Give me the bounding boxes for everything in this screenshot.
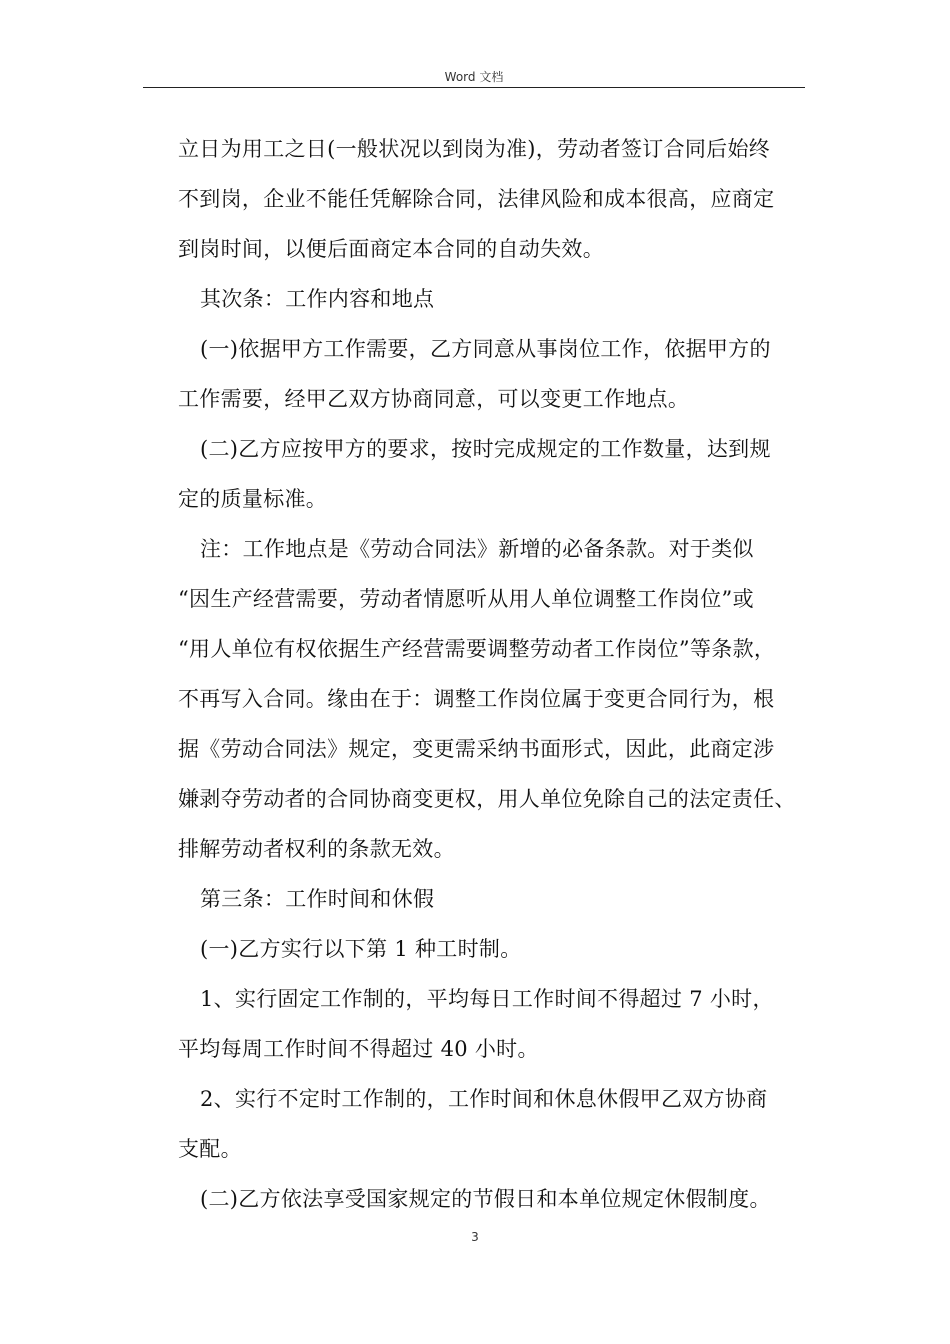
note-line: 不再写入合同。缘由在于：调整工作岗位属于变更合同行为，根 <box>178 687 775 711</box>
header-divider <box>143 87 805 88</box>
body-line: 2、实行不定时工作制的，工作时间和休息休假甲乙双方协商 <box>200 1087 768 1111</box>
body-line: 平均每周工作时间不得超过 40 小时。 <box>178 1037 539 1061</box>
note-line: 嫌剥夺劳动者的合同协商变更权，用人单位免除自己的法定责任、 <box>178 787 796 811</box>
body-line: 定的质量标准。 <box>178 487 328 511</box>
body-line: (一)依据甲方工作需要，乙方同意从事岗位工作，依据甲方的 <box>200 337 771 361</box>
body-line: 1、实行固定工作制的，平均每日工作时间不得超过 7 小时， <box>200 987 774 1011</box>
body-line: (二)乙方依法享受国家规定的节假日和本单位规定休假制度。 <box>200 1187 771 1211</box>
body-line: (二)乙方应按甲方的要求，按时完成规定的工作数量，达到规 <box>200 437 771 461</box>
note-line: 排解劳动者权利的条款无效。 <box>178 837 455 861</box>
body-line: 到岗时间，以便后面商定本合同的自动失效。 <box>178 237 604 261</box>
page-header: Word 文档 <box>444 70 504 84</box>
note-line: “因生产经营需要，劳动者情愿听从用人单位调整工作岗位”或 <box>178 587 754 611</box>
body-line: 不到岗，企业不能任凭解除合同，法律风险和成本很高，应商定 <box>178 187 775 211</box>
body-line: 支配。 <box>178 1137 242 1161</box>
section-heading: 其次条：工作内容和地点 <box>200 287 435 311</box>
body-line: (一)乙方实行以下第 1 种工时制。 <box>200 937 522 961</box>
note-line: 据《劳动合同法》规定，变更需采纳书面形式，因此，此商定涉 <box>178 737 775 761</box>
page-number: 3 <box>471 1230 479 1244</box>
body-line: 工作需要，经甲乙双方协商同意，可以变更工作地点。 <box>178 387 690 411</box>
note-line: 注：工作地点是《劳动合同法》新增的必备条款。对于类似 <box>200 537 754 561</box>
body-line: 立日为用工之日(一般状况以到岗为准)，劳动者签订合同后始终 <box>178 137 771 161</box>
note-line: “用人单位有权依据生产经营需要调整劳动者工作岗位”等条款， <box>178 637 776 661</box>
section-heading: 第三条：工作时间和休假 <box>200 887 435 911</box>
